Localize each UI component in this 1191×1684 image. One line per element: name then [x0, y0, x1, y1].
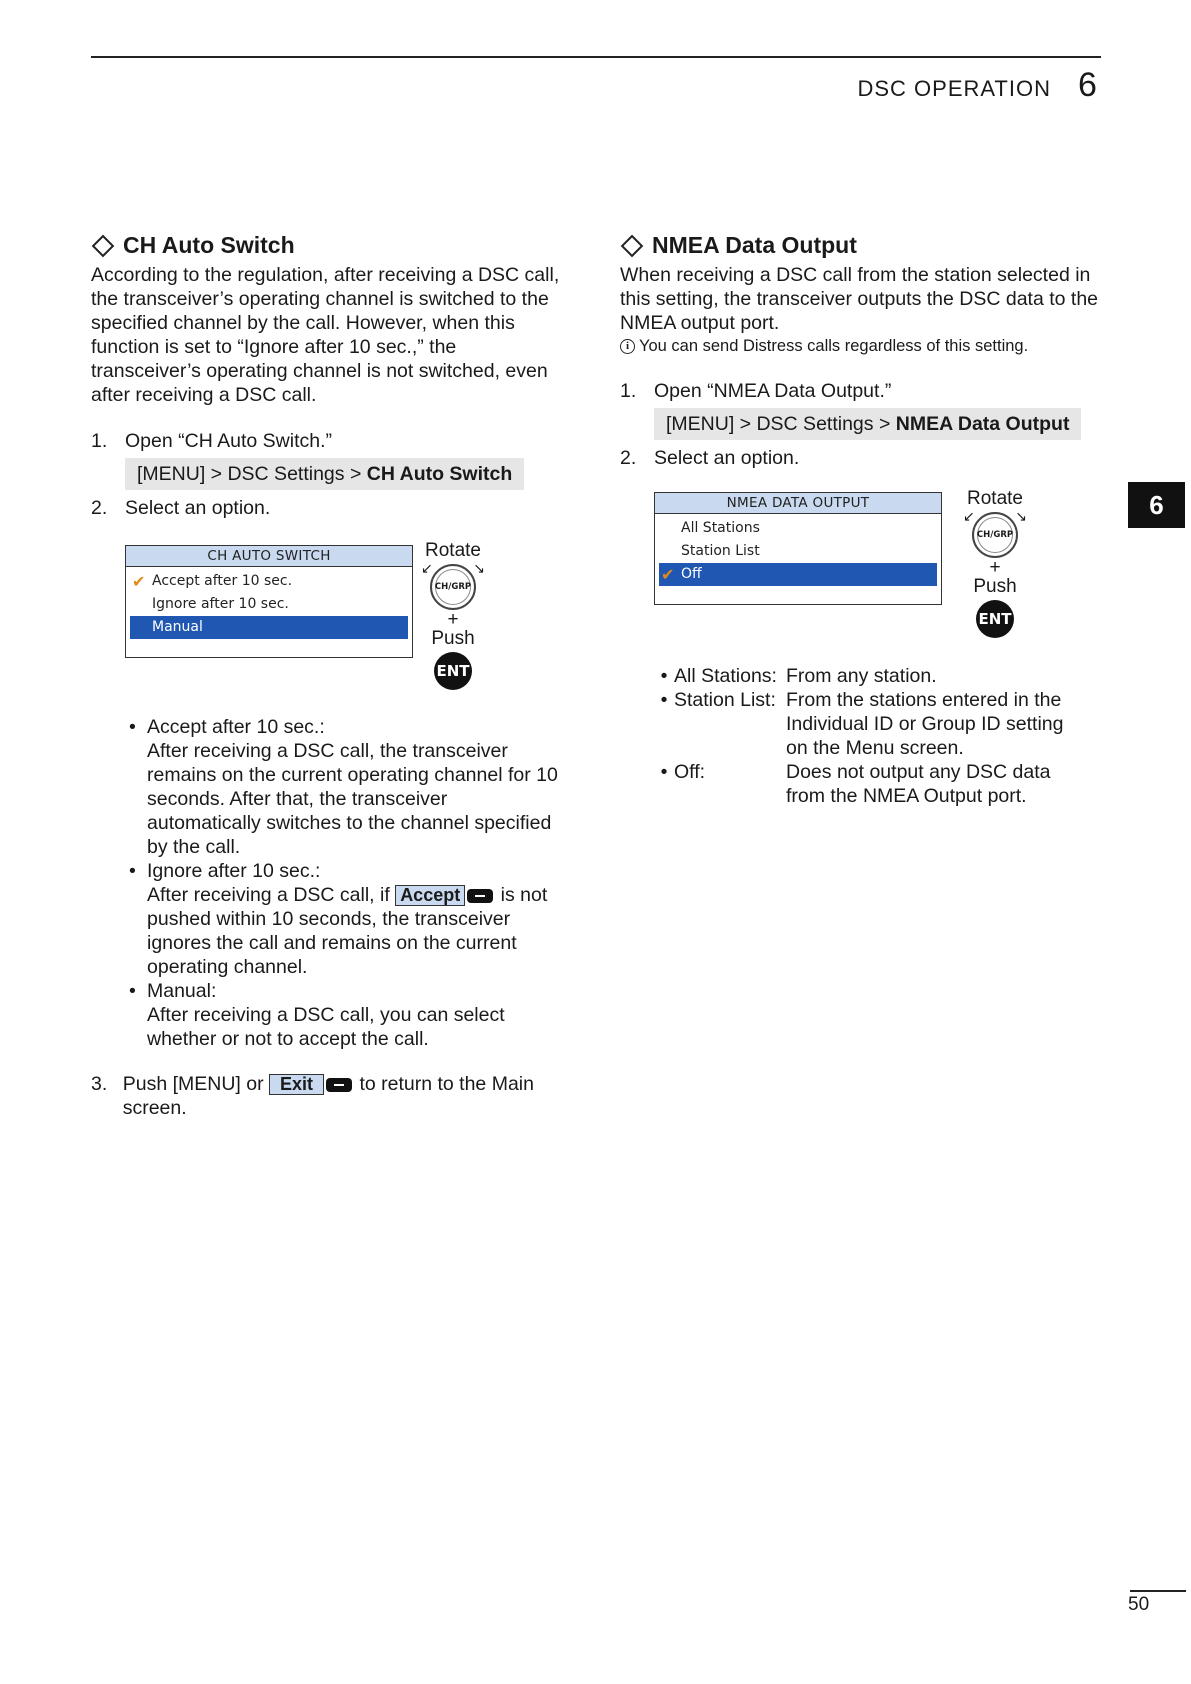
footer-rule [1130, 1590, 1186, 1592]
ch-grp-dial[interactable] [421, 560, 485, 612]
def-off: • Off: Does not output any DSC data from the NMEA Output port. [660, 761, 1051, 807]
menu-path: [MENU] > DSC Settings > CH Auto Switch [125, 458, 524, 490]
step-1: 1. Open “NMEA Data Output.” [620, 380, 892, 402]
ch-auto-switch-intro: According to the regulation, after receiving a DSC call, the transceiver’s operating channel is switched to the specified channel by the call. However, when this function is set to “Ignore after 10 sec.,” the transceiver’s operating channel is not switched, even after receiving a DSC call. [91, 264, 560, 406]
lcd-option-all-stations[interactable]: All Stations [681, 520, 760, 536]
rotate-right-arrow-icon: ↘ [1015, 508, 1027, 524]
knob-instruction: Rotate ↙ ↘ CH/GRP + Push ENT [960, 488, 1030, 638]
exit-softkey[interactable]: Exit [269, 1074, 324, 1095]
chapter-number: 6 [1078, 66, 1097, 104]
def-all-stations: • All Stations: From any station. [660, 665, 937, 687]
page-number: 50 [1128, 1594, 1150, 1615]
lcd-option-off[interactable]: ✔ Off [659, 563, 937, 586]
softkey-button-icon [467, 889, 493, 903]
lcd-option-ignore[interactable]: Ignore after 10 sec. [152, 596, 289, 612]
knob-instruction: Rotate ↙ ↘ CH/GRP + Push ENT [418, 540, 488, 690]
diamond-icon [621, 234, 644, 257]
nmea-options [654, 664, 1076, 808]
option-accept-desc: • Accept after 10 sec.: After receiving a DSC call, the transceiver remains on the current operating channel for 10 seconds. After that, the transceiver automatically switches to the channel specified by the call. [125, 715, 565, 859]
nmea-heading: NMEA Data Output [620, 232, 1100, 259]
lcd-ch-auto-switch [125, 545, 413, 658]
menu-path: [MENU] > DSC Settings > NMEA Data Output [654, 408, 1081, 440]
rotate-left-arrow-icon: ↙ [963, 508, 975, 524]
check-icon: ✔ [132, 572, 146, 591]
chapter-side-tab: 6 [1128, 482, 1185, 528]
lcd-option-station-list[interactable]: Station List [681, 543, 760, 559]
lcd-option-accept[interactable]: ✔ Accept after 10 sec. [132, 572, 293, 591]
step-2: 2. Select an option. [620, 447, 800, 469]
accept-softkey[interactable]: Accept [395, 885, 465, 906]
ch-auto-switch-heading: CH Auto Switch [91, 232, 571, 259]
lcd-option-manual[interactable]: Manual [130, 616, 408, 639]
rotate-left-arrow-icon: ↙ [421, 560, 433, 576]
ch-auto-switch-section [91, 232, 571, 520]
dial-icon: CH/GRP [972, 512, 1018, 558]
softkey-button-icon [326, 1078, 352, 1092]
rotate-right-arrow-icon: ↘ [473, 560, 485, 576]
ent-button[interactable]: ENT [434, 652, 472, 690]
option-manual-desc: • Manual: After receiving a DSC call, you can select whether or not to accept the call. [125, 979, 565, 1051]
ch-auto-switch-options [125, 715, 565, 1051]
option-ignore-desc: • Ignore after 10 sec.: After receiving a DSC call, if Accept is not pushed within 10 seconds, the transceiver ignores the call and remains on the current operating channel. [125, 859, 565, 979]
nmea-note: i You can send Distress calls regardless of this setting. [620, 335, 1100, 357]
nmea-data-output-section [620, 232, 1100, 470]
nmea-intro: When receiving a DSC call from the station selected in this setting, the transceiver outputs the DSC data to the NMEA output port. [620, 264, 1099, 334]
check-icon: ✔ [661, 565, 675, 584]
ent-button[interactable]: ENT [976, 600, 1014, 638]
section-title: DSC OPERATION [857, 76, 1051, 101]
step-3: 3. Push [MENU] or Exit to return to the Main screen. [91, 1073, 534, 1119]
step-2: 2. Select an option. [91, 497, 271, 519]
def-station-list: • Station List: From the stations entered in the Individual ID or Group ID setting on the Menu screen. [660, 689, 1064, 759]
diamond-icon [92, 234, 115, 257]
step-1: 1. Open “CH Auto Switch.” [91, 430, 332, 452]
dial-icon: CH/GRP [430, 564, 476, 610]
info-icon: i [620, 339, 635, 354]
header-rule [91, 56, 1101, 58]
lcd-title: NMEA DATA OUTPUT [655, 493, 941, 514]
lcd-nmea-data-output [654, 492, 942, 605]
ch-grp-dial[interactable] [963, 508, 1027, 560]
lcd-title: CH AUTO SWITCH [126, 546, 412, 567]
